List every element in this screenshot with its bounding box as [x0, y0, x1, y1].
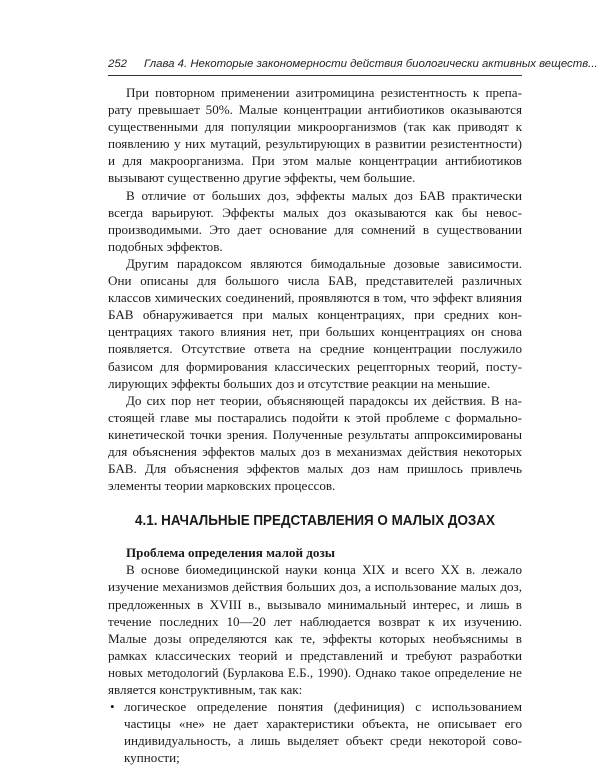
- paragraph-3: Другим парадоксом являются бимодальные дозовые зависимости. Они описаны для большого числа БАВ, представителей различных классов химических соединений, проявляются в том, что эффект влияния БАВ обнаруживается при малых концентрациях, при средних концентрациях такого влияния нет, при больших концентрациях он снова появляется. Отсутствие ответа на средние концентрации послужило базисом для формирования классических рецепторных теорий, постулирующих эффекты больших доз и отсутствие реакции на меньшие.: [108, 255, 522, 391]
- section-title: 4.1. НАЧАЛЬНЫЕ ПРЕДСТАВЛЕНИЯ О МАЛЫХ ДОЗАХ: [135, 513, 495, 530]
- body-text: [108, 84, 522, 766]
- paragraph-2: В отличие от больших доз, эффекты малых доз БАВ практически всегда варьируют. Эффекты малых доз оказываются как бы невоспроизводимыми. Это дает основание для сомнений в существовании подобных эффектов.: [108, 187, 522, 254]
- running-header: [108, 56, 598, 72]
- bullet-list: [108, 698, 522, 766]
- paragraph-1: При повторном применении азитромицина резистентность к препарату превышает 50%. Малые концентрации антибиотиков оказываются существенными для популяции микроорганизмов (так как приводят к появлению у них мутаций, результирующих в развитии резистентности) и для макроорганизма. При этом малые концентрации антибиотиков вызывают существенно другие эффекты, чем большие.: [108, 85, 522, 186]
- section-paragraph-1: В основе биомедицинской науки конца XIX и всего XX в. лежало изучение механизмов действия больших доз, а использование малых доз, предложенных в XVIII в., вызывало минимальный интерес, и лишь в течение последних 10—20 лет наблюдается возврат к их изучению. Малые дозы определяются как те, эффекты которых необъяснимы в рамках классических теорий и представлений и требуют разработки новых методологий (Бурлакова Е.Б., 1990). Однако такое определение не является конструктивным, так как:: [108, 562, 522, 697]
- header-rule: [108, 75, 522, 76]
- subsection-title: Проблема определения малой дозы: [126, 545, 335, 561]
- paragraph-4: До сих пор нет теории, объясняющей парадоксы их действия. В настоящей главе мы постарались подойти к этой проблеме с формально-кинетической точки зрения. Полученные результаты аппроксимированы для объяснения эффектов малых доз в механизмах действия некоторых БАВ. Для объяснения эффектов малых доз нам пришлось привлечь элементы теории марковских процессов.: [108, 392, 522, 494]
- bullet-icon: •: [110, 699, 115, 715]
- list-item-text: логическое определение понятия (дефиниция) с использованием частицы «не» не дает характеристики объекта, не описывает его индивидуальность, а лишь выделяет объект среди некоторой совокупности;: [124, 699, 522, 766]
- chapter-title: Глава 4. Некоторые закономерности действия биологически активных веществ...: [144, 58, 598, 70]
- page-number: 252: [108, 58, 128, 70]
- list-item: [108, 698, 522, 766]
